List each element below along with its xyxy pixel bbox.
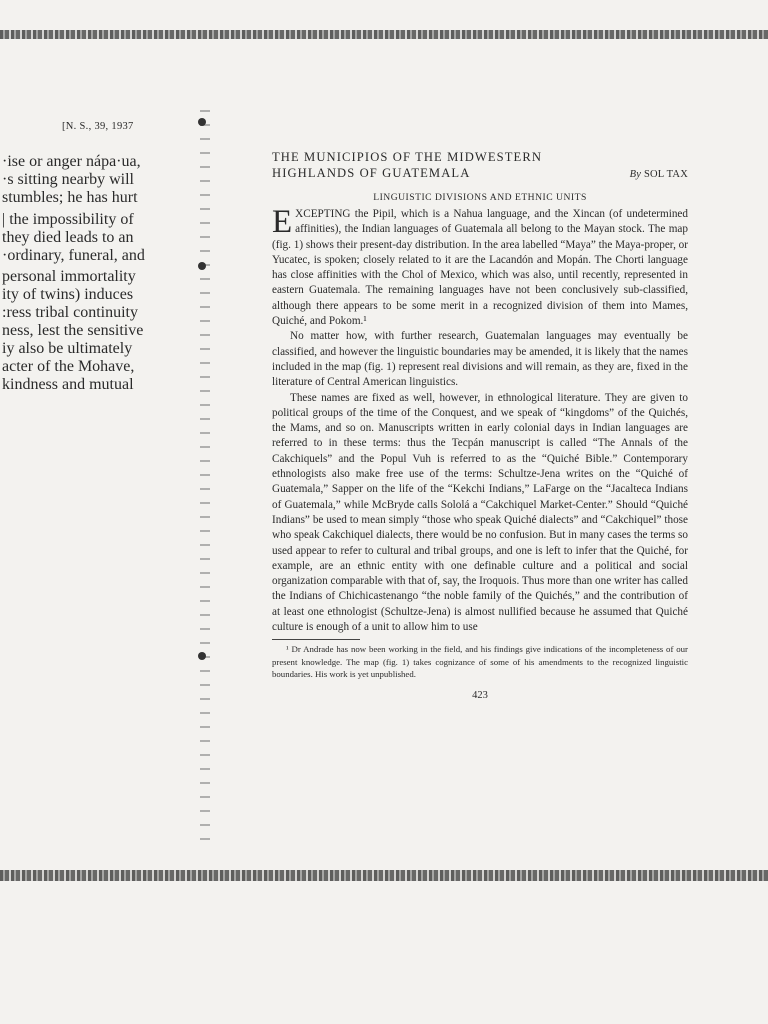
left-page-line: acter of the Mohave, bbox=[2, 358, 135, 375]
left-page-line: they died leads to an bbox=[2, 229, 134, 246]
left-page-block-2 bbox=[2, 211, 145, 265]
title-line-2: HIGHLANDS OF GUATEMALA bbox=[272, 165, 471, 180]
drop-cap: E bbox=[272, 204, 293, 240]
left-page-line: ·ordinary, funeral, and bbox=[2, 247, 145, 264]
article-body bbox=[272, 204, 688, 635]
gutter-mark bbox=[198, 262, 206, 270]
left-page-line: kindness and mutual bbox=[2, 376, 134, 393]
article bbox=[272, 150, 688, 701]
left-page-block-3 bbox=[2, 268, 143, 394]
byline-prefix: By bbox=[629, 168, 642, 180]
left-page-line: ness, lest the sensitive bbox=[2, 322, 144, 339]
gutter-mark bbox=[198, 118, 206, 126]
left-page-line: ·s sitting nearby will bbox=[2, 171, 134, 188]
title-line-1: THE MUNICIPIOS OF THE MIDWESTERN bbox=[272, 150, 543, 164]
left-page-line: ·ise or anger nápa·ua, bbox=[2, 153, 141, 170]
paragraph-3: These names are fixed as well, however, in ethnological literature. They are given to political groups of the time of the Conquest, and we speak of “kingdoms” of the Quichés, the Mams, and so on. Manuscripts written in early colonial days in Indian languages are referred to in these terms: thus the Tecpán manuscript is called “The Annals of the Cakchiquels” and the Popul Vuh is referred to as the “Quiché Bible.” Contemporary ethnologists also make free use of the terms: Schultze-Jena writes on the “Quiché of Guatemala,” Sapper on the life of the “Kekchi Indians,” LaFarge on the “Jacalteca Indians of Guatemala,” while McBryde calls Sololá a “Cakchiquel Market-Center.” Should “Quiché Indians” be used to mean simply “those who speak Quiché dialects” and “Cakchiquel” those who speak Cakchiquel dialects, there would be no confusion. But in many cases the terms so used appear to refer to cultural and tribal groups, and one is left to infer that the Quiché, for example, are an ethnic entity with one definable culture and a political and social organization comparable with that of, say, the Iroquois. Thus more than one writer has called the Indians of Chichicastenango “the noble family of the Quichés,” and the contribution of at least one ethnologist (Schultze-Jena) is almost nullified because he assumed that Quiché culture is enough of a unit to allow him to use bbox=[272, 391, 688, 634]
footnote: ¹ Dr Andrade has now been working in the field, and his findings give indications of the incompleteness of our present knowledge. The map (fig. 1) takes cognizance of some of his amendments to the recognized linguistic boundaries. His work is yet unpublished. bbox=[272, 644, 688, 680]
gutter-mark bbox=[198, 652, 206, 660]
byline bbox=[630, 167, 688, 183]
byline-author: SOL TAX bbox=[643, 168, 688, 180]
left-page-line: stumbles; he has hurt bbox=[2, 189, 138, 206]
book-gutter bbox=[200, 110, 210, 850]
paragraph-1 bbox=[272, 204, 688, 329]
left-page-line: ity of twins) induces bbox=[2, 286, 134, 303]
left-page-line: iy also be ultimately bbox=[2, 340, 133, 357]
title-row bbox=[272, 166, 688, 183]
scan-edge-top bbox=[0, 30, 768, 39]
left-page-block-1 bbox=[2, 153, 141, 207]
footnote-rule bbox=[272, 639, 360, 640]
left-page-header: [N. S., 39, 1937 bbox=[62, 121, 134, 132]
page-number: 423 bbox=[472, 689, 488, 701]
scan-edge-bottom bbox=[0, 870, 768, 881]
left-page-line: | the impossibility of bbox=[2, 211, 134, 228]
section-subtitle: LINGUISTIC DIVISIONS AND ETHNIC UNITS bbox=[373, 192, 587, 203]
paragraph-2: No matter how, with further research, Guatemalan languages may eventually be classified, and however the linguistic boundaries may be amended, it is likely that the names included in the map (fig. 1) represent real divisions and will remain, as they are, fixed in the literature of Central American linguistics. bbox=[272, 330, 688, 389]
paragraph-1-text: XCEPTING the Pipil, which is a Nahua language, and the Xincan (of undetermined affinities), the Indian languages of Guatemala all belong to the Mayan stock. The map (fig. 1) shows their present-day distribution. In the area labelled “Maya” the Maya-proper, or Yucatec, is spoken; closely related to it are the Lacandón and Mopán. The Chorti language has close affinities with the Chol of Mexico, which was also, until recently, represented in eastern Guatemala. The remaining languages have not been conclusively sub-classified, although there appears to be some merit in a recognized division of them into Mames, Quiché, and Pokom.¹ bbox=[272, 208, 688, 328]
article-title bbox=[272, 150, 688, 182]
left-page-line: personal immortality bbox=[2, 268, 136, 285]
left-page-line: :ress tribal continuity bbox=[2, 304, 138, 321]
